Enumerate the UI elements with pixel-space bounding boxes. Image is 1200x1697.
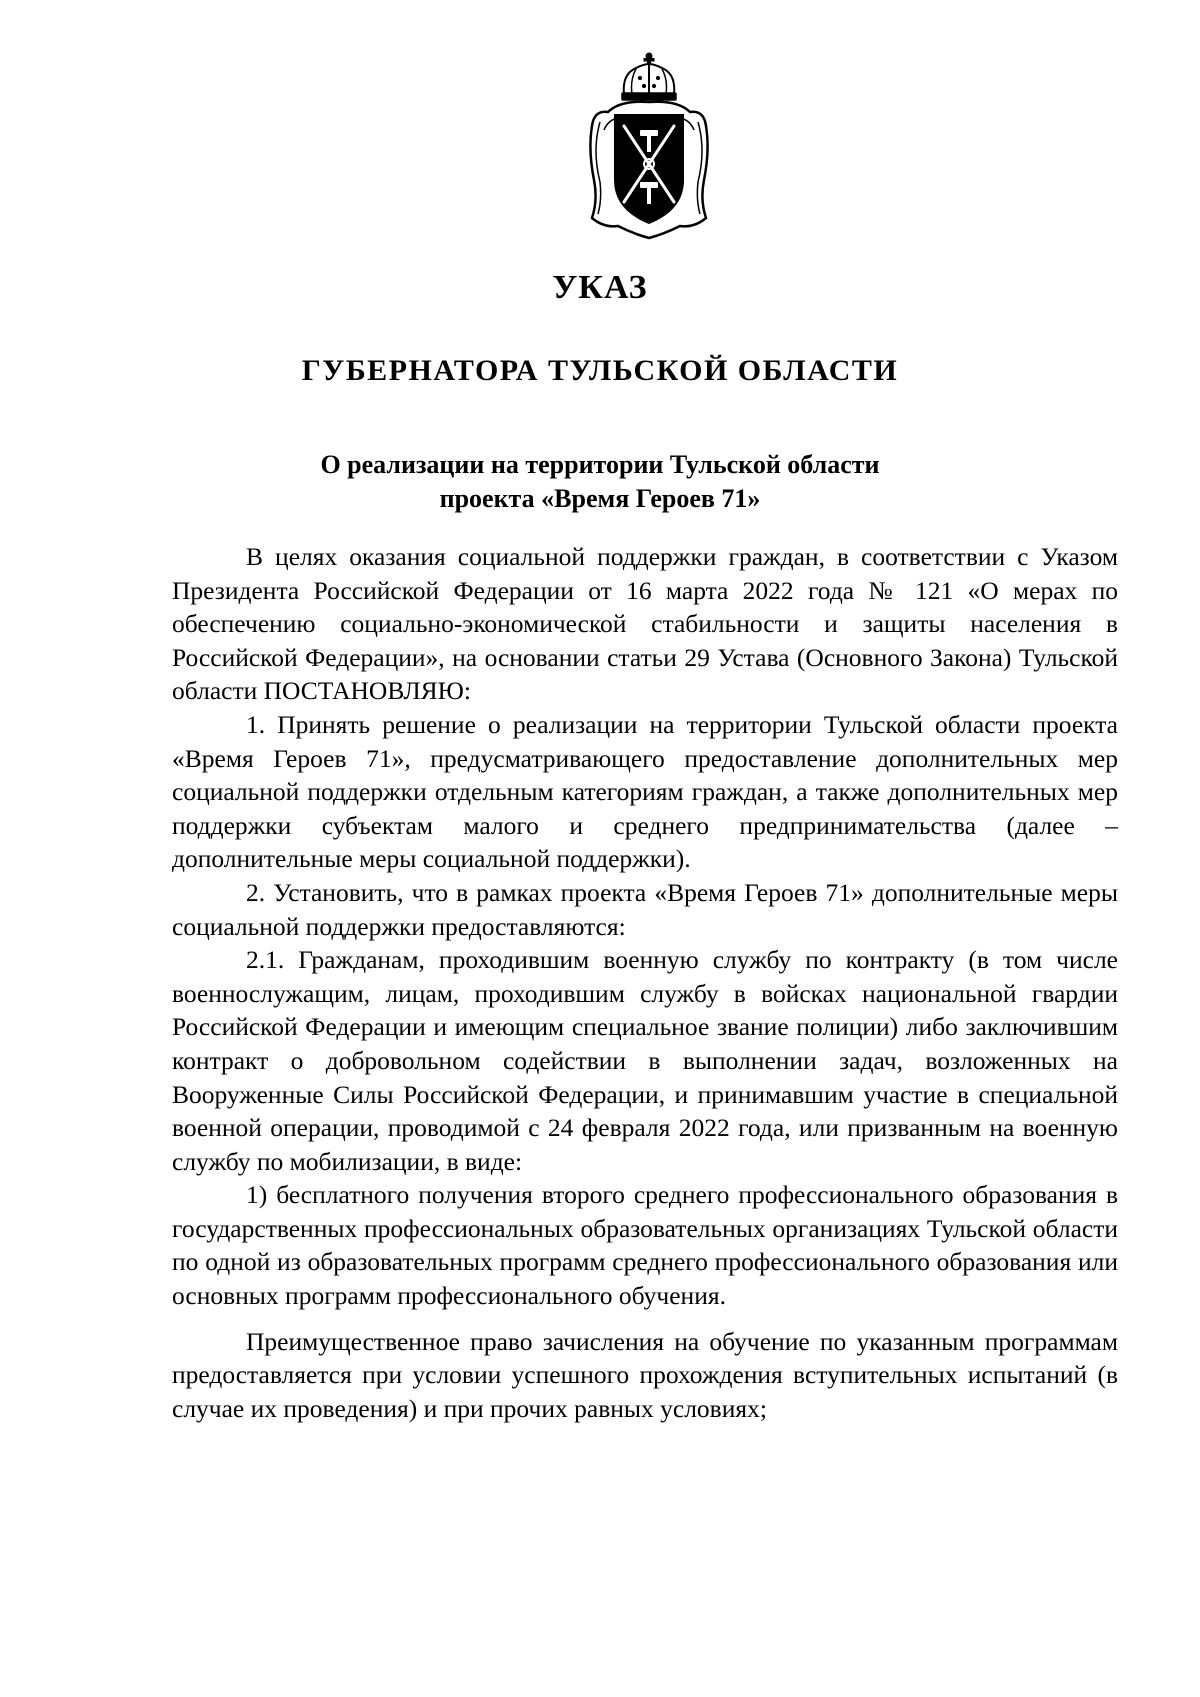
paragraph-item-1: 1. Принять решение о реализации на территории Тульской области проекта «Время Героев 71», предусматривающего предоставление дополнительных мер социальной поддержки отдельным категориям граждан, а также дополнительных мер поддержки субъектам малого и среднего предпринимательства (далее – дополнительные меры социальной поддержки). [172, 709, 1118, 874]
document-body [172, 540, 1118, 1425]
document-subject [0, 448, 1200, 516]
subject-line-2: проекта «Время Героев 71» [439, 484, 761, 513]
paragraph-item-2: 2. Установить, что в рамках проекта «Время Героев 71» дополнительные меры социальной поддержки предоставляются: [172, 877, 1118, 941]
document-type-title: УКАЗ [552, 269, 648, 306]
paragraph-subitem-1: 1) бесплатного получения второго среднего профессионального образования в государственных профессиональных образовательных организациях Тульской области по одной из образовательных программ среднего профессионального образования или основных программ профессионального обучения. [172, 1180, 1118, 1311]
paragraph-preamble: В целях оказания социальной поддержки граждан, в соответствии с Указом Президента Российской Федерации от 16 марта 2022 года № 121 «О мерах по обеспечению социально-экономической стабильности и защиты населения в Российской Федерации», на основании статьи 29 Устава (Основного Закона) Тульской области ПОСТАНОВЛЯЮ: [172, 542, 1118, 706]
issuer-title: ГУБЕРНАТОРА ТУЛЬСКОЙ ОБЛАСТИ [301, 354, 899, 387]
paragraph-preferential-right: Преимущественное право зачисления на обучение по указанным программам предоставляется при условии успешного прохождения вступительных испытаний (в случае их проведения) и при прочих равных условиях; [172, 1326, 1118, 1423]
subject-line-1: О реализации на территории Тульской области [320, 450, 880, 479]
tula-coat-of-arms-icon [578, 50, 720, 240]
paragraph-item-2-1: 2.1. Гражданам, проходившим военную службу по контракту (в том числе военнослужащим, лицам, проходившим службу в войсках национальной гвардии Российской Федерации и имеющим специальное звание полиции) либо заключившим контракт о добровольном содействии в выполнении задач, возложенных на Вооруженные Силы Российской Федерации, и принимавшим участие в специальной военной операции, проводимой с 24 февраля 2022 года, или призванным на военную службу по мобилизации, в виде: [172, 945, 1118, 1176]
